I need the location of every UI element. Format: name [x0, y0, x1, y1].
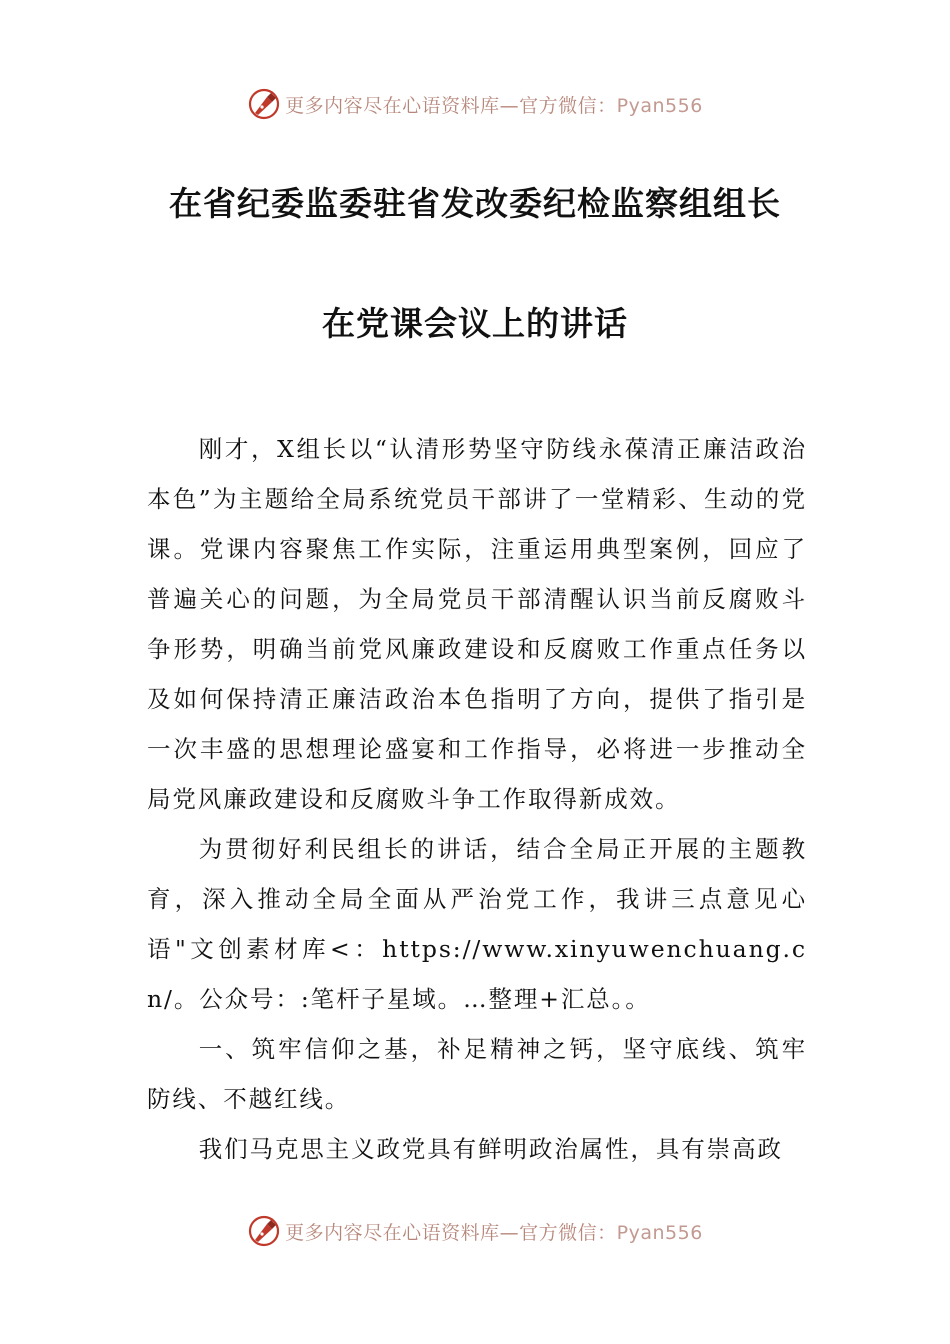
paragraph-2: 为贯彻好利民组长的讲话，结合全局正开展的主题教育，深入推动全局全面从严治党工作，我讲三点意见心语"文创素材库<：https://www.xinyuwenchuang.cn/。公众号：:笔杆子星域。…整理+汇总。。 [147, 835, 807, 1013]
footer-banner [0, 1211, 950, 1251]
pen-nib-logo-icon [247, 87, 281, 121]
title-line-2: 在党课会议上的讲话 [322, 304, 628, 343]
header-banner [0, 84, 950, 124]
pen-nib-logo-icon [247, 1214, 281, 1248]
footer-banner-wechat: Pyan556 [616, 1221, 703, 1244]
title-line-1: 在省纪委监委驻省发改委纪检监察组组长 [169, 184, 781, 223]
paragraph-3: 一、筑牢信仰之基，补足精神之钙，坚守底线、筑牢防线、不越红线。 [147, 1035, 807, 1113]
header-banner-wechat: Pyan556 [616, 94, 703, 117]
footer-banner-text: 更多内容尽在心语资料库—官方微信： [285, 1221, 617, 1244]
paragraph-4: 我们马克思主义政党具有鲜明政治属性，具有崇高政 [198, 1135, 783, 1163]
document-body [147, 424, 807, 1174]
paragraph-1: 刚才，X组长以“认清形势坚守防线永葆清正廉洁政治本色”为主题给全局系统党员干部讲了一堂精彩、生动的党课。党课内容聚焦工作实际，注重运用典型案例，回应了普遍关心的问题，为全局党员干部清醒认识当前反腐败斗争形势，明确当前党风廉政建设和反腐败工作重点任务以及如何保持清正廉洁政治本色指明了方向，提供了指引是一次丰盛的思想理论盛宴和工作指导，必将进一步推动全局党风廉政建设和反腐败斗争工作取得新成效。 [147, 435, 807, 813]
header-banner-text: 更多内容尽在心语资料库—官方微信： [285, 94, 617, 117]
